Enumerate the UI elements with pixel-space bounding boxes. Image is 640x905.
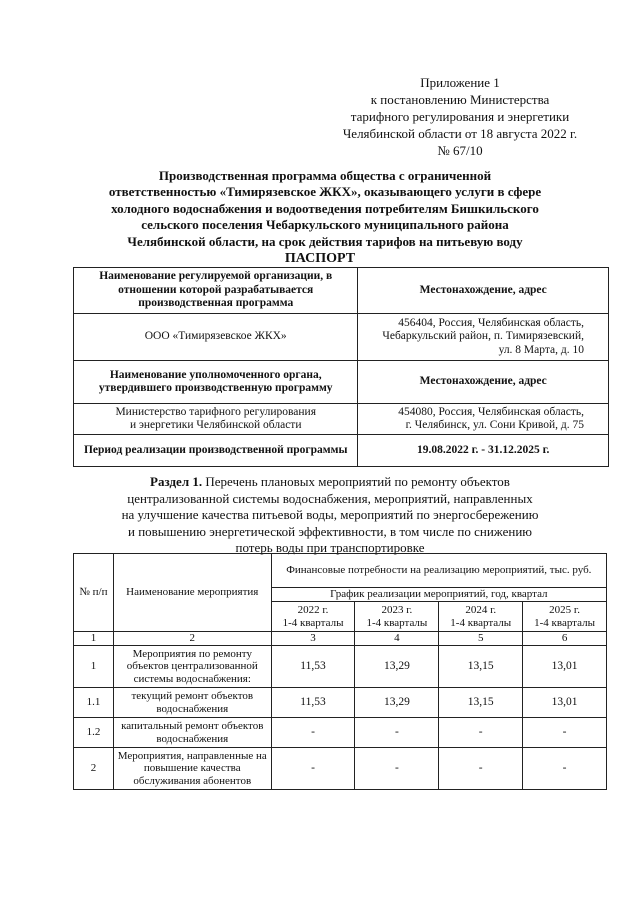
appendix-block [300,74,620,159]
section-text: Перечень плановых мероприятий по ремонту объектов [202,474,510,489]
measure-name: текущий ремонт объектов водоснабжения [113,688,271,718]
org-header-cell: Наименование регулируемой организации, в отношении которой разрабатывается производственная программа [74,268,358,314]
value-cell: 11,53 [271,688,355,718]
value-cell: 13,15 [439,688,523,718]
quarter-label: 1-4 кварталы [282,616,344,629]
document-title [60,168,590,250]
table-row [74,268,609,314]
title-line: холодного водоснабжения и водоотведения потребителям Бишкильского [111,200,539,216]
year-label: 2025 г. [549,604,580,616]
value-cell: - [523,748,607,790]
section-line: на улучшение качества питьевой воды, мероприятий по энергосбережению [121,507,539,522]
value-cell: - [439,718,523,748]
measure-name: капитальный ремонт объектов водоснабжения [113,718,271,748]
row-number: 1 [74,646,114,688]
title-line: сельского поселения Чебаркульского муниципального района [141,217,509,233]
table-row [74,404,609,435]
table-row [74,314,609,361]
value-cell: - [523,718,607,748]
value-cell: - [271,718,355,748]
name-header-cell: Наименование мероприятия [113,554,271,632]
column-number: 5 [439,632,523,646]
title-line: Челябинской области, на срок действия тарифов на питьевую воду [127,233,523,249]
quarter-label: 1-4 кварталы [534,616,595,629]
authority-name-cell [74,404,358,435]
column-number: 2 [113,632,271,646]
table-header-row [74,554,607,588]
passport-heading: ПАСПОРТ [284,251,356,266]
section-line: централизованной системы водоснабжения, мероприятий, направленных [127,490,533,506]
row-number: 2 [74,748,114,790]
year-label: 2024 г. [465,604,497,616]
address-line: 454080, Россия, Челябинская область, [398,405,584,418]
appendix-line: Приложение 1 [420,75,500,90]
table-row [74,646,607,688]
title-line: Производственная программа общества с ограниченной [158,168,492,183]
row-number: 1.1 [74,688,114,718]
measure-name: Мероприятия по ремонту объектов централизованной системы водоснабжения: [113,646,271,688]
appendix-line: Челябинской области от 18 августа 2022 г. [342,126,578,141]
quarter-label: 1-4 кварталы [450,616,512,629]
address-line: ул. 8 Марта, д. 10 [498,343,584,356]
location-header-cell: Местонахождение, адрес [358,268,609,314]
year-label: 2022 г. [297,604,329,616]
value-cell: - [439,748,523,790]
year-header-cell [523,602,607,632]
title-line: ответственностью «Тимирязевское ЖКХ», оказывающего услуги в сфере [108,184,542,200]
value-cell: 13,01 [523,688,607,718]
authority-address-cell [358,404,609,435]
row-number: 1.2 [74,718,114,748]
column-number: 1 [74,632,114,646]
value-cell: 13,01 [523,646,607,688]
table-row [74,688,607,718]
address-line: г. Челябинск, ул. Сони Кривой, д. 75 [405,419,584,431]
authority-location-header-cell: Местонахождение, адрес [358,361,609,404]
period-header-cell: Период реализации производственной программы [74,435,358,467]
value-cell: - [355,748,439,790]
section-heading [80,474,580,557]
column-number: 4 [355,632,439,646]
org-name-cell: ООО «Тимирязевское ЖКХ» [74,314,358,361]
value-cell: - [271,748,355,790]
value-cell: 11,53 [271,646,355,688]
section-line [80,474,580,491]
value-cell: - [355,718,439,748]
passport-table [73,267,609,467]
value-cell: 13,15 [439,646,523,688]
address-line: Чебаркульский район, п. Тимирязевский, [382,330,584,343]
quarter-label: 1-4 кварталы [366,616,428,629]
year-header-cell [355,602,439,632]
schedule-header-cell: График реализации мероприятий, год, квартал [271,588,606,602]
period-value-cell: 19.08.2022 г. - 31.12.2025 г. [358,435,609,467]
column-number: 6 [523,632,607,646]
address-line: 456404, Россия, Челябинская область, [398,316,584,329]
table-row [74,435,609,467]
appendix-line: тарифного регулирования и энергетики [350,109,570,124]
year-header-cell [439,602,523,632]
year-label: 2023 г. [381,604,413,616]
appendix-line: к постановлению Министерства [370,92,550,107]
table-row [74,361,609,404]
num-header-cell: № п/п [74,554,114,632]
measure-name: Мероприятия, направленные на повышение качества обслуживания абонентов [113,748,271,790]
table-row [74,718,607,748]
org-address-cell [358,314,609,361]
column-number: 3 [271,632,355,646]
appendix-line: № 67/10 [437,143,483,158]
section-label: Раздел 1. [150,474,203,489]
measures-table [73,553,607,790]
column-number-row [74,632,607,646]
table-row [74,748,607,790]
section-line: потерь воды при транспортировке [235,540,425,555]
finance-header-cell: Финансовые потребности на реализацию мероприятий, тыс. руб. [271,554,606,588]
authority-line: и энергетики Челябинской области [129,419,302,431]
value-cell: 13,29 [355,646,439,688]
authority-header-cell: Наименование уполномоченного органа, утвердившего производственную программу [74,361,358,404]
value-cell: 13,29 [355,688,439,718]
year-header-cell [271,602,355,632]
authority-line: Министерство тарифного регулирования [115,405,316,418]
section-line: и повышению энергетической эффективности, в том числе по снижению [128,523,532,539]
